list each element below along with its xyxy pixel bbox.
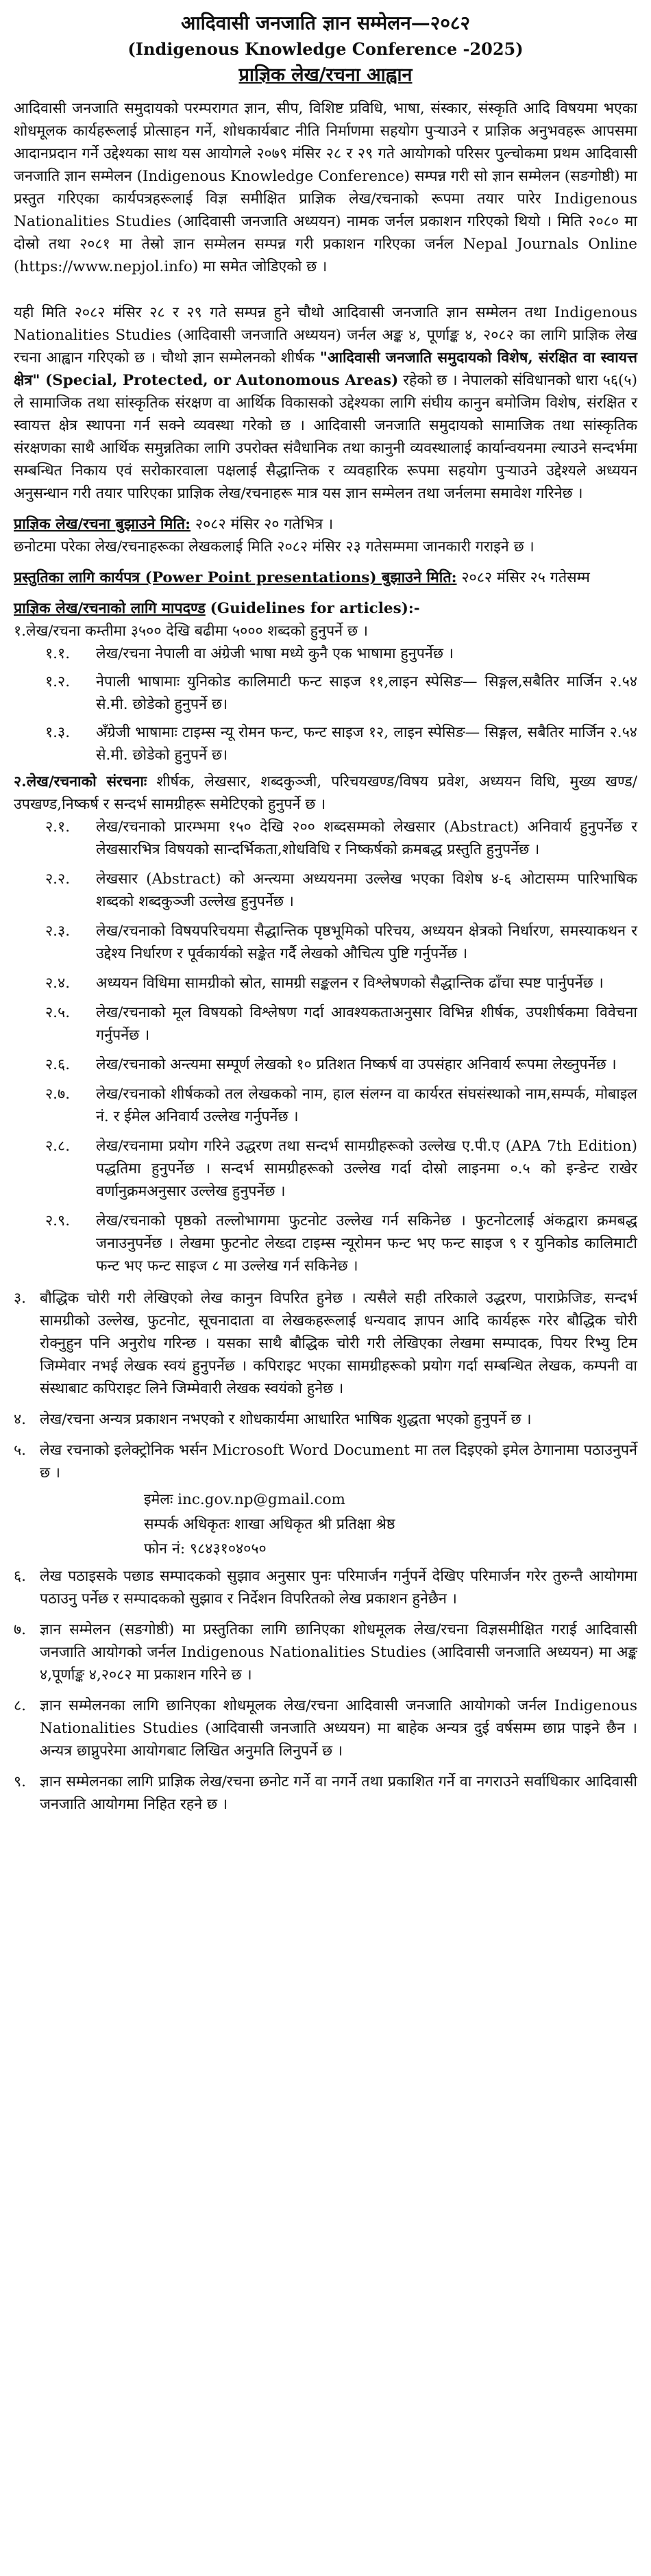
guidelines-heading-np: प्राज्ञिक लेख/रचनाको लागि मापदण्ड [14, 600, 206, 617]
submission-deadline [14, 513, 637, 536]
rule-item-text: लेख रचनाको इलेक्ट्रोनिक भर्सन Microsoft Word Document मा तल दिइएको इमेल ठेगानामा पठाउनुपर्ने छ । [40, 1442, 637, 1481]
guideline-2-label: २.लेख/रचनाको संरचनाः [14, 773, 147, 790]
guideline-1: १.लेख/रचना कम्तीमा ३५०० देखि बढीमा ५००० शब्दको हुनुपर्ने छ । [14, 623, 369, 640]
rule-item-1 [14, 1287, 637, 1400]
guideline-1-subitem-text: अँग्रेजी भाषामाः टाइम्स न्यू रोमन फन्ट, फन्ट साइज १२, लाइन स्पेसिङ— सिङ्गल, सबैतिर मार्जिन २.५४ से.मी. छोडेको हुनुपर्ने छ। [96, 724, 637, 764]
guideline-2-subitem-text: लेख/रचनाको अन्त्यमा सम्पूर्ण लेखको १० प्रतिशत निष्कर्ष वा उपसंहार अनिवार्य रूपमा लेख्नुपर्नेछ । [96, 1056, 617, 1073]
guidelines-heading [14, 597, 637, 620]
ppt-deadline-label: प्रस्तुतिका लागि कार्यपत्र (Power Point presentations) बुझाउने मिति: [14, 569, 457, 586]
rule-item-after-number: ६. [14, 1568, 27, 1585]
guideline-2-subitem-6 [45, 1053, 637, 1076]
rule-item-after-1 [14, 1565, 637, 1610]
rule-item-after-text: ज्ञान सम्मेलनका लागि छानिएका शोधमूलक लेख/रचना आदिवासी जनजाति आयोगको जर्नल Indigenous Nationalities Studies (आदिवासी जनजाति अध्ययन) मा बाहेक अन्यत्र दुई वर्षसम्म छाप्न पाइने छैन । अन्यत्र छाप्नुपरेमा आयोगबाट लिखित अनुमति लिनुपर्ने छ । [40, 1697, 637, 1760]
rule-item-text: बौद्धिक चोरी गरी लेखिएको लेख कानुन विपरित हुनेछ । त्यसैले सही तरिकाले उद्धरण, पाराफ्रेजिङ, सन्दर्भ सामग्रीको उल्लेख, फुटनोट, सूचनादाता वा लेखकहरूलाई धन्यवाद ज्ञापन आदि कार्यहरू गरेर बौद्धिक चोरी रोक्नुहुन पनि अनुरोध गरिन्छ । यसका साथै बौद्धिक चोरी गरी लेखिएका लेखमा सम्पादक, पियर रिभ्यु टिम जिम्मेवार नभई लेखक स्वयं हुनुपर्नेछ । कपिराइट भएका सामग्रीहरूको प्रयोग गर्दा सम्बन्धित लेखक, कम्पनी वा संस्थाबाट कपिराइट लिने जिम्मेवारी लेखक स्वयंको हुनेछ । [40, 1290, 637, 1397]
guideline-1-subitem-number: १.३. [45, 724, 71, 741]
rule-item-after-number: ८. [14, 1697, 27, 1714]
rules-list [14, 1287, 637, 1484]
guideline-2-subitems [14, 816, 637, 1277]
guidelines-heading-en: (Guidelines for articles):- [210, 600, 420, 617]
ppt-deadline [14, 566, 637, 589]
rule-item-after-4 [14, 1771, 637, 1816]
guideline-1-subitem-1 [45, 642, 637, 665]
rule-item-after-number: ७. [14, 1621, 27, 1638]
guideline-1-subitem-3 [45, 721, 637, 766]
rule-item-2 [14, 1408, 637, 1431]
rule-item-number: ३. [14, 1290, 27, 1307]
conference-title: आदिवासी जनजाति ज्ञान सम्मेलन—२०८२ [180, 12, 471, 34]
guideline-2-subitem-number: २.२. [45, 871, 71, 888]
intro-paragraph-2 [14, 301, 637, 505]
guideline-1-subitem-2 [45, 671, 637, 716]
guideline-2-subitem-number: २.६. [45, 1056, 71, 1073]
guideline-2-subitem-2 [45, 868, 637, 913]
contact-email: इमेलः inc.gov.np@gmail.com [144, 1491, 345, 1508]
rule-item-after-text: लेख पठाइसके पछाड सम्पादकको सुझाव अनुसार पुनः परिमार्जन गर्नुपर्ने देखिए परिमार्जन गरेर तुरुन्तै आयोगमा पठाउनु पर्नेछ र सम्पादकको सुझाव र निर्देशन विपरितको लेख प्रकाशन हुनेछैन । [40, 1568, 637, 1608]
guideline-2-subitem-number: २.५. [45, 1004, 71, 1021]
guideline-2-subitem-number: २.१. [45, 818, 71, 836]
rule-item-after-text: ज्ञान सम्मेलन (सङगोष्ठी) मा प्रस्तुतिका लागि छानिएका शोधमूलक लेख/रचना विज्ञसमीक्षित गराई आदिवासी जनजाति आयोगको जर्नल Indigenous Nationalities Studies (आदिवासी जनजाति अध्ययन) मा अङ्क ४,पूर्णाङ्क ४,२०८२ मा प्रकाशन गरिने छ । [40, 1621, 637, 1684]
guideline-2-subitem-5 [45, 1001, 637, 1047]
rule-item-after-number: ९. [14, 1773, 27, 1790]
submission-deadline-label: प्राज्ञिक लेख/रचना बुझाउने मिति: [14, 516, 191, 533]
rule-item-after-3 [14, 1695, 637, 1762]
rule-item-text: लेख/रचना अन्यत्र प्रकाशन नभएको र शोधकार्यमा आधारित भाषिक शुद्धता भएको हुनुपर्ने छ । [40, 1411, 532, 1428]
guideline-2-subitem-8 [45, 1135, 637, 1203]
guideline-2-subitem-4 [45, 972, 637, 995]
guideline-1-subitem-text: नेपाली भाषामाः युनिकोड कालिमाटी फन्ट साइज ११,लाइन स्पेसिङ— सिङ्गल,सबैतिर मार्जिन २.५४ से.मी. छोडेको हुनुपर्ने छ। [96, 673, 637, 713]
guideline-2-subitem-7 [45, 1083, 637, 1128]
guideline-2-subitem-number: २.९. [45, 1212, 71, 1229]
contact-phone: फोन नं: ९८४३१०४०५० [144, 1540, 267, 1558]
guideline-2-text: शीर्षक, लेखसार, शब्दकुञ्जी, परिचयखण्ड/विषय प्रवेश, अध्ययन विधि, मुख्य खण्ड/उपखण्ड,निष्कर्ष र सन्दर्भ सामग्रीहरू समेटिएको हुनुपर्ने छ । [14, 773, 637, 813]
conference-subtitle: (Indigenous Knowledge Conference -2025) [127, 39, 524, 59]
intro-paragraph-2-end: रहेको छ । नेपालको संविधानको धारा ५६(५) ले सामाजिक तथा सांस्कृतिक संरक्षण वा आर्थिक विकासको उद्देश्यका लागि संघीय कानुन बमोजिम विशेष, संरक्षित र स्वायत्त क्षेत्र स्थापना गर्न सक्ने व्यवस्था गरेको छ । आदिवासी जनजाति समुदायको सामाजिक तथा सांस्कृतिक संरक्षणका साथै आर्थिक समुन्नतिका लागि उपरोक्त संवैधानिक तथा कानुनी व्यवस्थालाई कार्यान्वयनमा ल्याउने सन्दर्भमा सम्बन्धित निकाय एवं सरोकारवाला पक्षलाई सैद्धान्तिक र व्यवहारिक रूपमा सहयोग पुऱ्याउने उद्देश्यले अध्ययन अनुसन्धान गरी तयार पारिएका प्राज्ञिक लेख/रचनाहरू मात्र यस ज्ञान सम्मेलन तथा जर्नलमा समावेश गरिनेछ । [14, 372, 637, 502]
guideline-2-subitem-text: अध्ययन विधिमा सामग्रीको स्रोत, सामग्री सङ्कलन र विश्लेषणको सैद्धान्तिक ढाँचा स्पष्ट पार्नुपर्नेछ । [96, 975, 604, 992]
call-heading [14, 62, 637, 89]
guideline-2-subitem-text: लेख/रचनाको पृष्ठको तल्लोभागमा फुटनोट उल्लेख गर्न सकिनेछ । फुटनोटलाई अंकद्वारा क्रमबद्ध जनाउनुपर्नेछ । लेखमा फुटनोट लेख्दा टाइम्स न्यूरोमन फन्ट भए फन्ट साइज ९ र युनिकोड कालिमाटी फन्ट भए फन्ट साइज ८ मा उल्लेख गर्न सकिनेछ । [96, 1212, 637, 1275]
guideline-1-subitems [14, 642, 637, 766]
guideline-2-subitem-text: लेख/रचनाको मूल विषयको विश्लेषण गर्दा आवश्यकताअनुसार विभिन्न शीर्षक, उपशीर्षकमा विवेचना गर्नुपर्नेछ । [96, 1004, 637, 1044]
guideline-2-subitem-text: लेख/रचनाको विषयपरिचयमा सैद्धान्तिक पृष्ठभूमिको परिचय, अध्ययन क्षेत्रको निर्धारण, समस्याकथन र उद्देश्य निर्धारण र पूर्वकार्यको सङ्केत गर्दै लेखको औचित्य पुष्टि गर्नुपर्नेछ । [96, 923, 637, 962]
contact-officer: सम्पर्क अधिकृतः शाखा अधिकृत श्री प्रतिक्षा श्रेष्ठ [144, 1516, 395, 1533]
guideline-2-subitem-1 [45, 816, 637, 861]
intro-paragraph-2-start: यही मिति २०८२ मंसिर २८ र २९ गते सम्पन्न हुने चौथो आदिवासी जनजाति ज्ञान सम्मेलन तथा Indigenous Nationalities Studies (आदिवासी जनजाति अध्ययन) जर्नल अङ्क ४, पूर्णाङ्क ४, २०८२ का लागि प्राज्ञिक लेख रचना आह्वान गरिएको छ । चौथो ज्ञान सम्मेलनको शीर्षक [14, 304, 637, 366]
rule-item-after-2 [14, 1618, 637, 1686]
guideline-2-subitem-9 [45, 1210, 637, 1277]
guideline-2-subitem-3 [45, 920, 637, 965]
guideline-2-subitem-number: २.४. [45, 975, 71, 992]
guideline-2-subitem-number: २.८. [45, 1138, 71, 1155]
guideline-1-subitem-number: १.२. [45, 673, 71, 690]
rule-item-3 [14, 1439, 637, 1484]
guideline-2-subitem-number: २.३. [45, 923, 71, 940]
guideline-1-subitem-text: लेख/रचना नेपाली वा अंग्रेजी भाषा मध्ये कुनै एक भाषामा हुनुपर्नेछ । [96, 645, 454, 662]
guideline-2-subitem-text: लेखसार (Abstract) को अन्त्यमा अध्ययनमा उल्लेख भएका विशेष ४-६ ओटासम्म पारिभाषिक शब्दको शब्दकुञ्जी उल्लेख हुनुपर्नेछ । [96, 871, 637, 910]
rule-item-after-text: ज्ञान सम्मेलनका लागि प्राज्ञिक लेख/रचना छनोट गर्ने वा नगर्ने तथा प्रकाशित गर्ने वा नगराउने सर्वाधिकार आदिवासी जनजाति आयोगमा निहित रहने छ । [40, 1773, 637, 1813]
rule-item-number: ४. [14, 1411, 27, 1428]
guideline-2 [14, 771, 637, 816]
conference-theme: "आदिवासी जनजाति समुदायको विशेष, संरक्षित वा स्वायत्त क्षेत्र" (Special, Protected, or Autonomous Areas) [14, 349, 637, 389]
guideline-2-subitem-text: लेख/रचनाको प्रारम्भमा १५० देखि २०० शब्दसम्मको लेखसार (Abstract) अनिवार्य हुनुपर्नेछ र लेखसारभित्र विषयको सान्दर्भिकता,शोधविधि र निष्कर्षको क्रमबद्ध प्रस्तुति हुनुपर्नेछ । [96, 818, 637, 858]
guideline-2-subitem-number: २.७. [45, 1086, 71, 1103]
selection-notice: छनोटमा परेका लेख/रचनाहरूका लेखकलाई मिति २०८२ मंसिर २३ गतेसम्ममा जानकारी गराइने छ । [14, 538, 535, 555]
guideline-2-subitem-text: लेख/रचनामा प्रयोग गरिने उद्धरण तथा सन्दर्भ सामग्रीहरूको उल्लेख ए.पी.ए (APA 7th Edition) पद्धतिमा हुनुपर्नेछ । सन्दर्भ सामग्रीहरूको उल्लेख गर्दा दोस्रो लाइनमा ०.५ को इन्डेन्ट राखेर वर्णानुक्रमअनुसार उल्लेख हुनुपर्नेछ । [96, 1138, 637, 1200]
guideline-1-subitem-number: १.१. [45, 645, 71, 662]
intro-paragraph-1: आदिवासी जनजाति समुदायको परम्परागत ज्ञान, सीप, विशिष्ट प्रविधि, भाषा, संस्कार, संस्कृति आदि विषयमा भएका शोधमूलक कार्यहरूलाई प्रोत्साहन गर्ने, शोधकार्यबाट नीति निर्माणमा सहयोग पुऱ्याउने र प्राज्ञिक अनुभवहरू आपसमा आदानप्रदान गर्ने उद्देश्यका साथ यस आयोगले २०७९ मंसिर २८ र २९ गते आयोगको परिसर पुल्चोकमा प्रथम आदिवासी जनजाति ज्ञान सम्मेलन (Indigenous Knowledge Conference) सम्पन्न गरी सो ज्ञान सम्मेलन (सङगोष्ठी) मा प्रस्तुत गरिएका कार्यपत्रहरूलाई विज्ञ समीक्षित प्राज्ञिक लेख/रचनाको रूपमा तयार पारेर Indigenous Nationalities Studies (आदिवासी जनजाति अध्ययन) नामक जर्नल प्रकाशन गरिएको थियो । मिति २०८० मा दोस्रो तथा २०८१ मा तेस्रो ज्ञान सम्मेलन सम्पन्न गरी प्रकाशन गरिएका जर्नल Nepal Journals Online (https://www.nepjol.info) मा समेत जोडिएको छ । [14, 100, 637, 275]
guideline-2-subitem-text: लेख/रचनाको शीर्षकको तल लेखकको नाम, हाल संलग्न वा कार्यरत संघसंस्थाको नाम,सम्पर्क, मोबाइल नं. र ईमेल अनिवार्य उल्लेख गर्नुपर्नेछ । [96, 1086, 637, 1125]
ppt-deadline-value: २०८२ मंसिर २५ गतेसम्म [456, 569, 590, 586]
rule-item-number: ५. [14, 1442, 27, 1459]
contact-block [144, 1488, 637, 1561]
submission-deadline-value: २०८२ मंसिर २० गतेभित्र । [191, 516, 334, 533]
call-heading-text: प्राज्ञिक लेख/रचना आह्वान [238, 64, 413, 86]
rules-after-list [14, 1565, 637, 1816]
